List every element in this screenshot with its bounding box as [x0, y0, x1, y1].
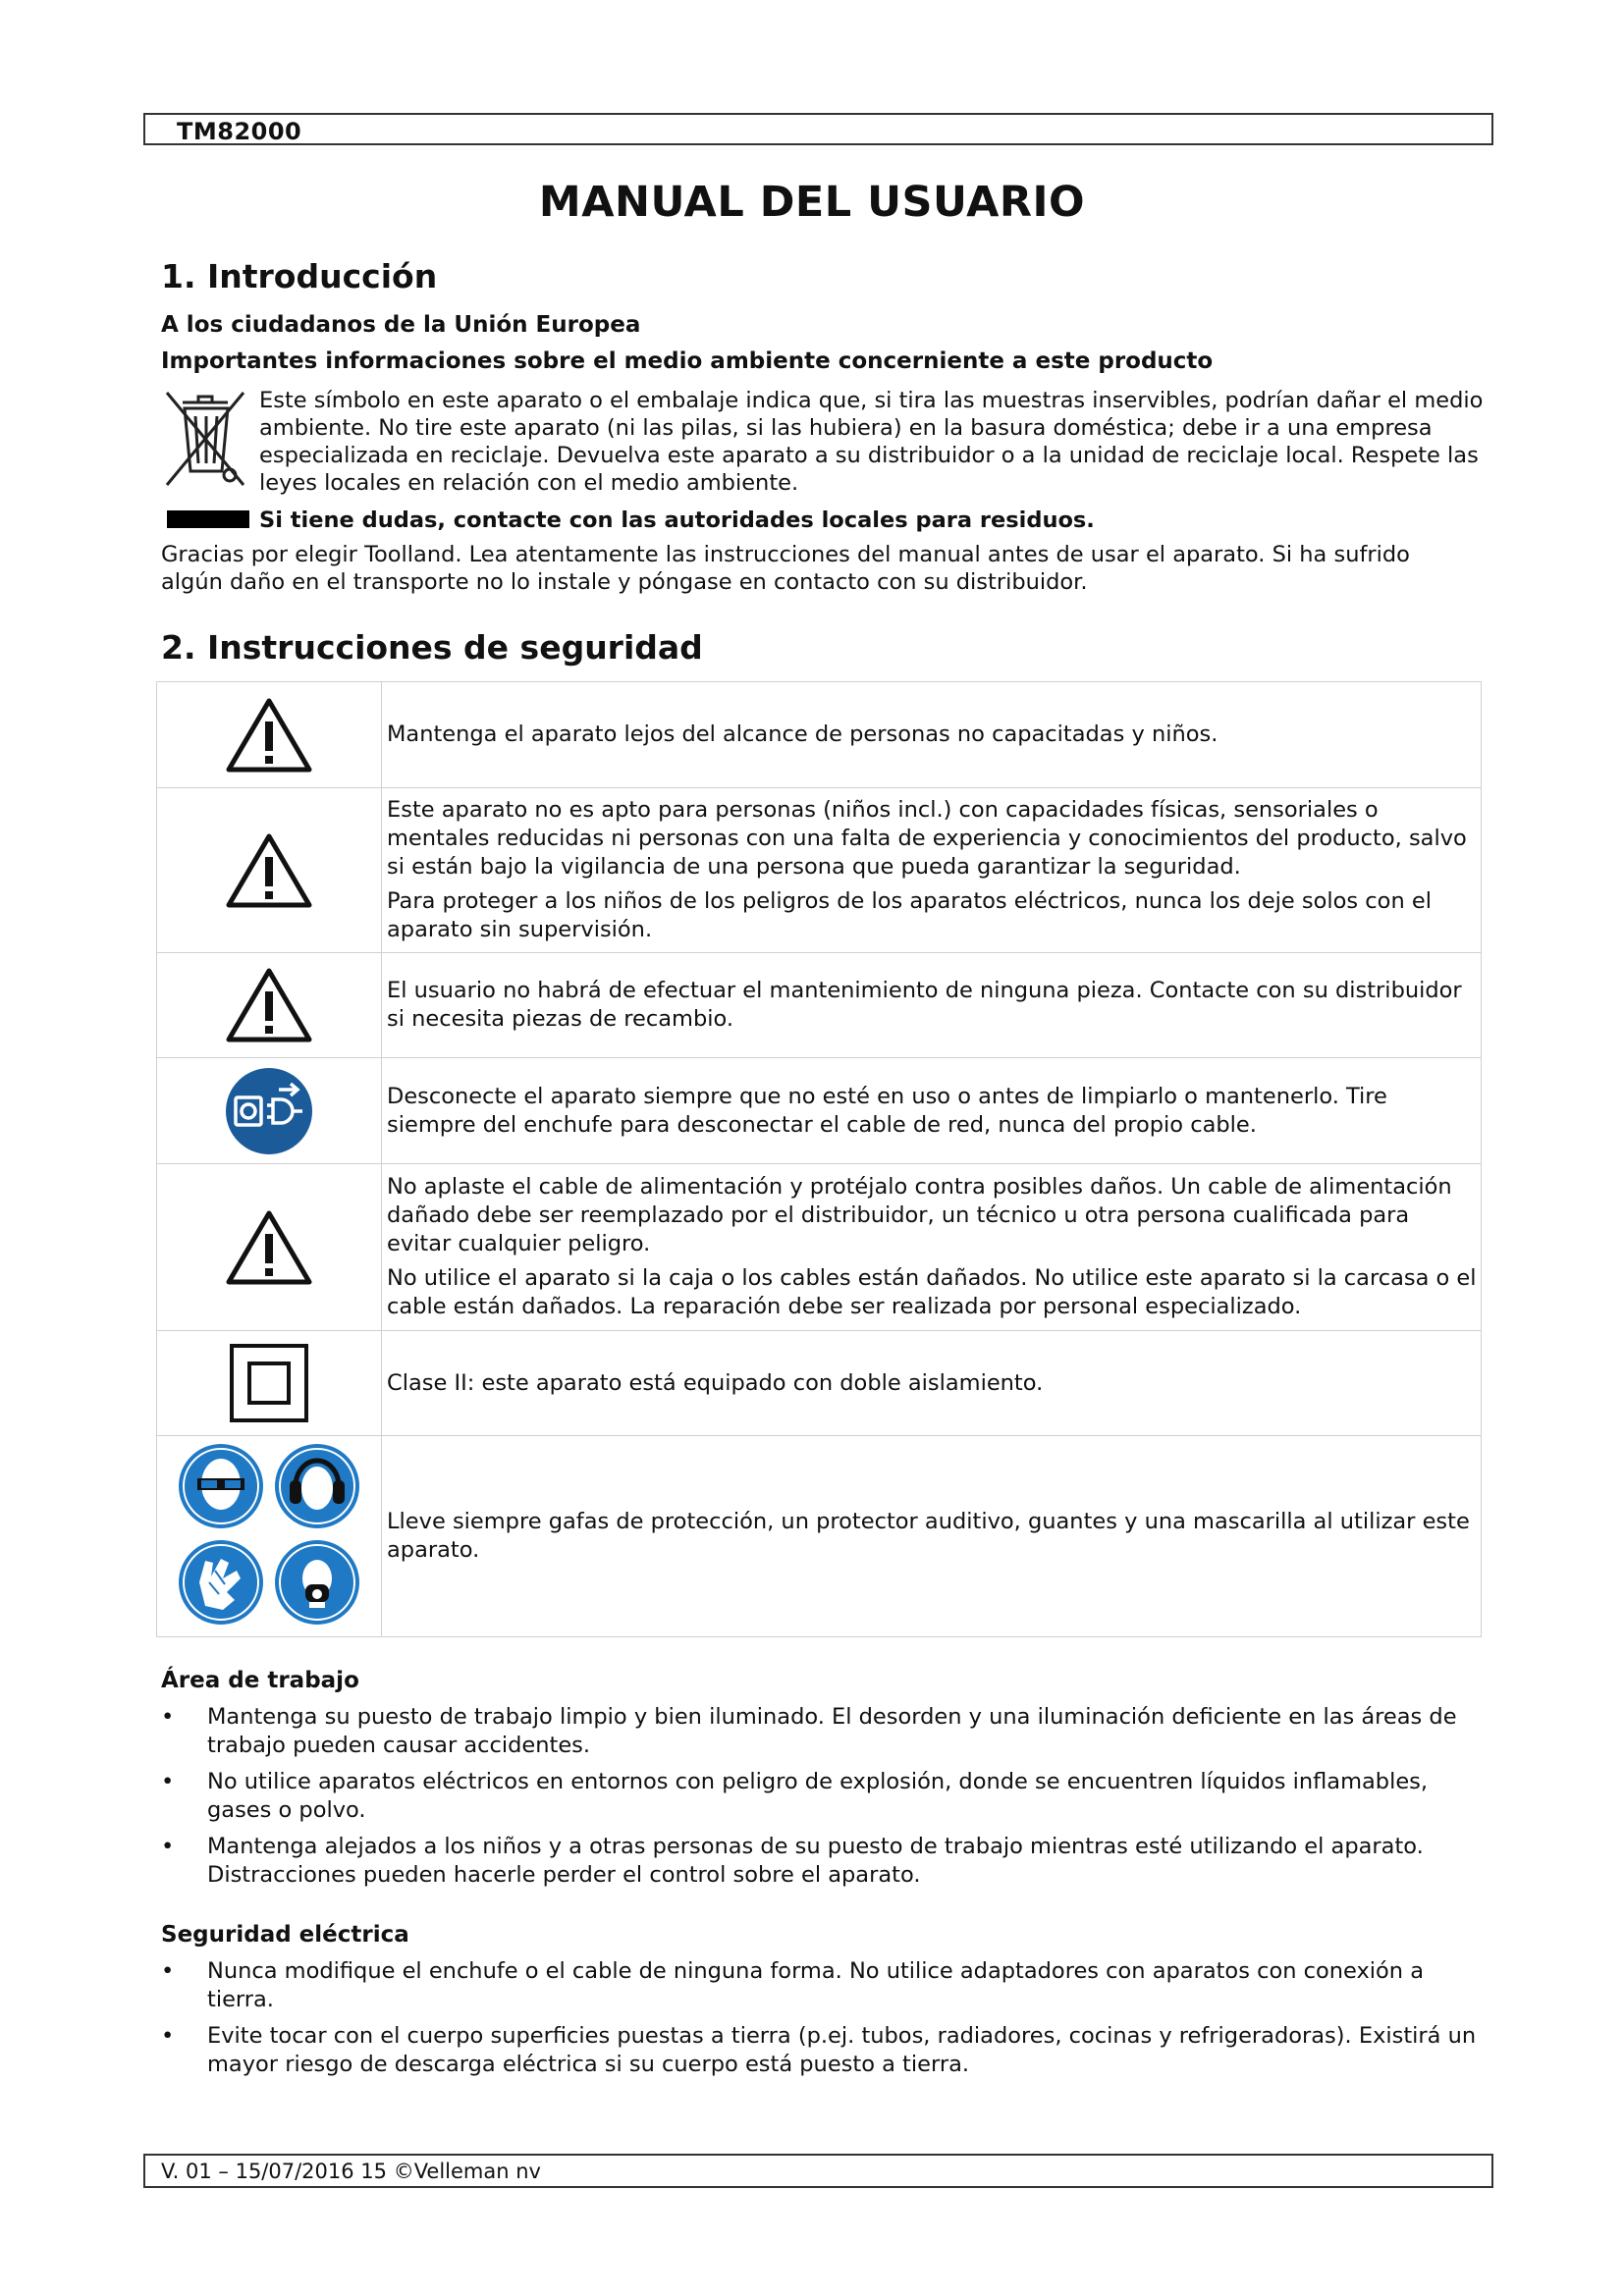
warning-triangle-icon	[224, 696, 314, 774]
ear-protection-icon	[272, 1441, 362, 1531]
weee-bin-icon	[161, 389, 249, 489]
safety-text: Clase II: este aparato está equipado con doble aislamiento.	[387, 1369, 1044, 1396]
page-footer	[143, 2154, 1493, 2188]
respirator-mask-icon	[272, 1537, 362, 1628]
warning-triangle-icon	[224, 831, 314, 910]
safety-row	[157, 1164, 1482, 1331]
local-authorities-note: Si tiene dudas, contacte con las autoridades locales para residuos.	[259, 507, 1095, 533]
unplug-icon	[224, 1066, 314, 1156]
electrical-safety-list	[161, 1957, 1487, 2087]
safety-row	[157, 1058, 1482, 1164]
section-heading-safety: 2. Instrucciones de seguridad	[161, 628, 703, 667]
electrical-safety-heading: Seguridad eléctrica	[161, 1922, 409, 1948]
work-area-heading: Área de trabajo	[161, 1668, 359, 1693]
safety-text: Para proteger a los niños de los peligros de los aparatos eléctricos, nunca los deje solos con el aparato sin supervisión.	[387, 888, 1432, 942]
safety-row	[157, 788, 1482, 953]
safety-text: No aplaste el cable de alimentación y protéjalo contra posibles daños. Un cable de alimentación dañado debe ser reemplazado por el distribuidor, un técnico u otra persona cualificada para evitar cualquier peligro.	[387, 1174, 1452, 1256]
safety-text: El usuario no habrá de efectuar el mantenimiento de ninguna pieza. Contacte con su distribuidor si necesita piezas de recambio.	[387, 978, 1462, 1032]
list-item: • Mantenga alejados a los niños y a otras personas de su puesto de trabajo mientras esté utilizando el aparato. Distracciones pueden hacerle perder el control sobre el aparato.	[161, 1833, 1487, 1890]
safety-text: No utilice el aparato si la caja o los cables están dañados. No utilice este aparato si la carcasa o el cable están dañados. La reparación debe ser realizada por personal especializado.	[387, 1265, 1477, 1319]
safety-row	[157, 682, 1482, 788]
environment-heading: Importantes informaciones sobre el medio ambiente concerniente a este producto	[161, 348, 1214, 374]
thanks-paragraph: Gracias por elegir Toolland. Lea atentamente las instrucciones del manual antes de usar el aparato. Si ha sufrido algún daño en el transporte no lo instale y póngase en contacto con su distribuidor.	[161, 542, 1410, 595]
work-area-list	[161, 1703, 1487, 1897]
list-item: • Evite tocar con el cuerpo superficies puestas a tierra (p.ej. tubos, radiadores, cocinas y refrigeradoras). Existirá un mayor riesgo de descarga eléctrica si su cuerpo está puesto a tierra.	[161, 2022, 1487, 2079]
black-bar	[167, 510, 249, 528]
model-label: TM82000	[177, 118, 302, 145]
section-heading-introduction: 1. Introducción	[161, 257, 438, 295]
list-item: • Nunca modifique el enchufe o el cable de ninguna forma. No utilice adaptadores con aparatos con conexión a tierra.	[161, 1957, 1487, 2014]
class-ii-icon	[229, 1343, 309, 1423]
warning-triangle-icon	[224, 1208, 314, 1287]
safety-row	[157, 953, 1482, 1058]
gloves-icon	[176, 1537, 266, 1628]
weee-text: Este símbolo en este aparato o el embalaje indica que, si tira las muestras inservibles, podrían dañar el medio ambiente. No tire este aparato (ni las pilas, si las hubiera) en la basura doméstica; debe ir a una empresa especializada en reciclaje. Devuelva este aparato a su distribuidor o a la unidad de reciclaje local. Respete las leyes locales en relación con el medio ambiente.	[259, 388, 1484, 496]
safety-text: Este aparato no es apto para personas (niños incl.) con capacidades físicas, sensoriales o mentales reducidas ni personas con una falta de experiencia y conocimientos del producto, salvo si están bajo la vigilancia de una persona que pueda garantizar la seguridad.	[387, 797, 1467, 880]
safety-row	[157, 1331, 1482, 1436]
ppe-icons	[157, 1437, 381, 1635]
safety-text: Desconecte el aparato siempre que no esté en uso o antes de limpiarlo o mantenerlo. Tire siempre del enchufe para desconectar el cable de red, nunca del propio cable.	[387, 1083, 1387, 1138]
eu-citizens-heading: A los ciudadanos de la Unión Europea	[161, 312, 641, 338]
page-header	[143, 113, 1493, 145]
list-item: • No utilice aparatos eléctricos en entornos con peligro de explosión, donde se encuentren líquidos inflamables, gases o polvo.	[161, 1768, 1487, 1825]
safety-text: Lleve siempre gafas de protección, un protector auditivo, guantes y una mascarilla al utilizar este aparato.	[387, 1509, 1470, 1563]
page-title: MANUAL DEL USUARIO	[538, 178, 1086, 227]
footer-text: V. 01 – 15/07/2016 15 ©Velleman nv	[161, 2160, 541, 2183]
safety-row	[157, 1436, 1482, 1637]
safety-table	[156, 681, 1482, 1637]
warning-triangle-icon	[224, 966, 314, 1044]
safety-text: Mantenga el aparato lejos del alcance de personas no capacitadas y niños.	[387, 721, 1218, 747]
safety-goggles-icon	[176, 1441, 266, 1531]
list-item: • Mantenga su puesto de trabajo limpio y bien iluminado. El desorden y una iluminación deficiente en las áreas de trabajo pueden causar accidentes.	[161, 1703, 1487, 1760]
